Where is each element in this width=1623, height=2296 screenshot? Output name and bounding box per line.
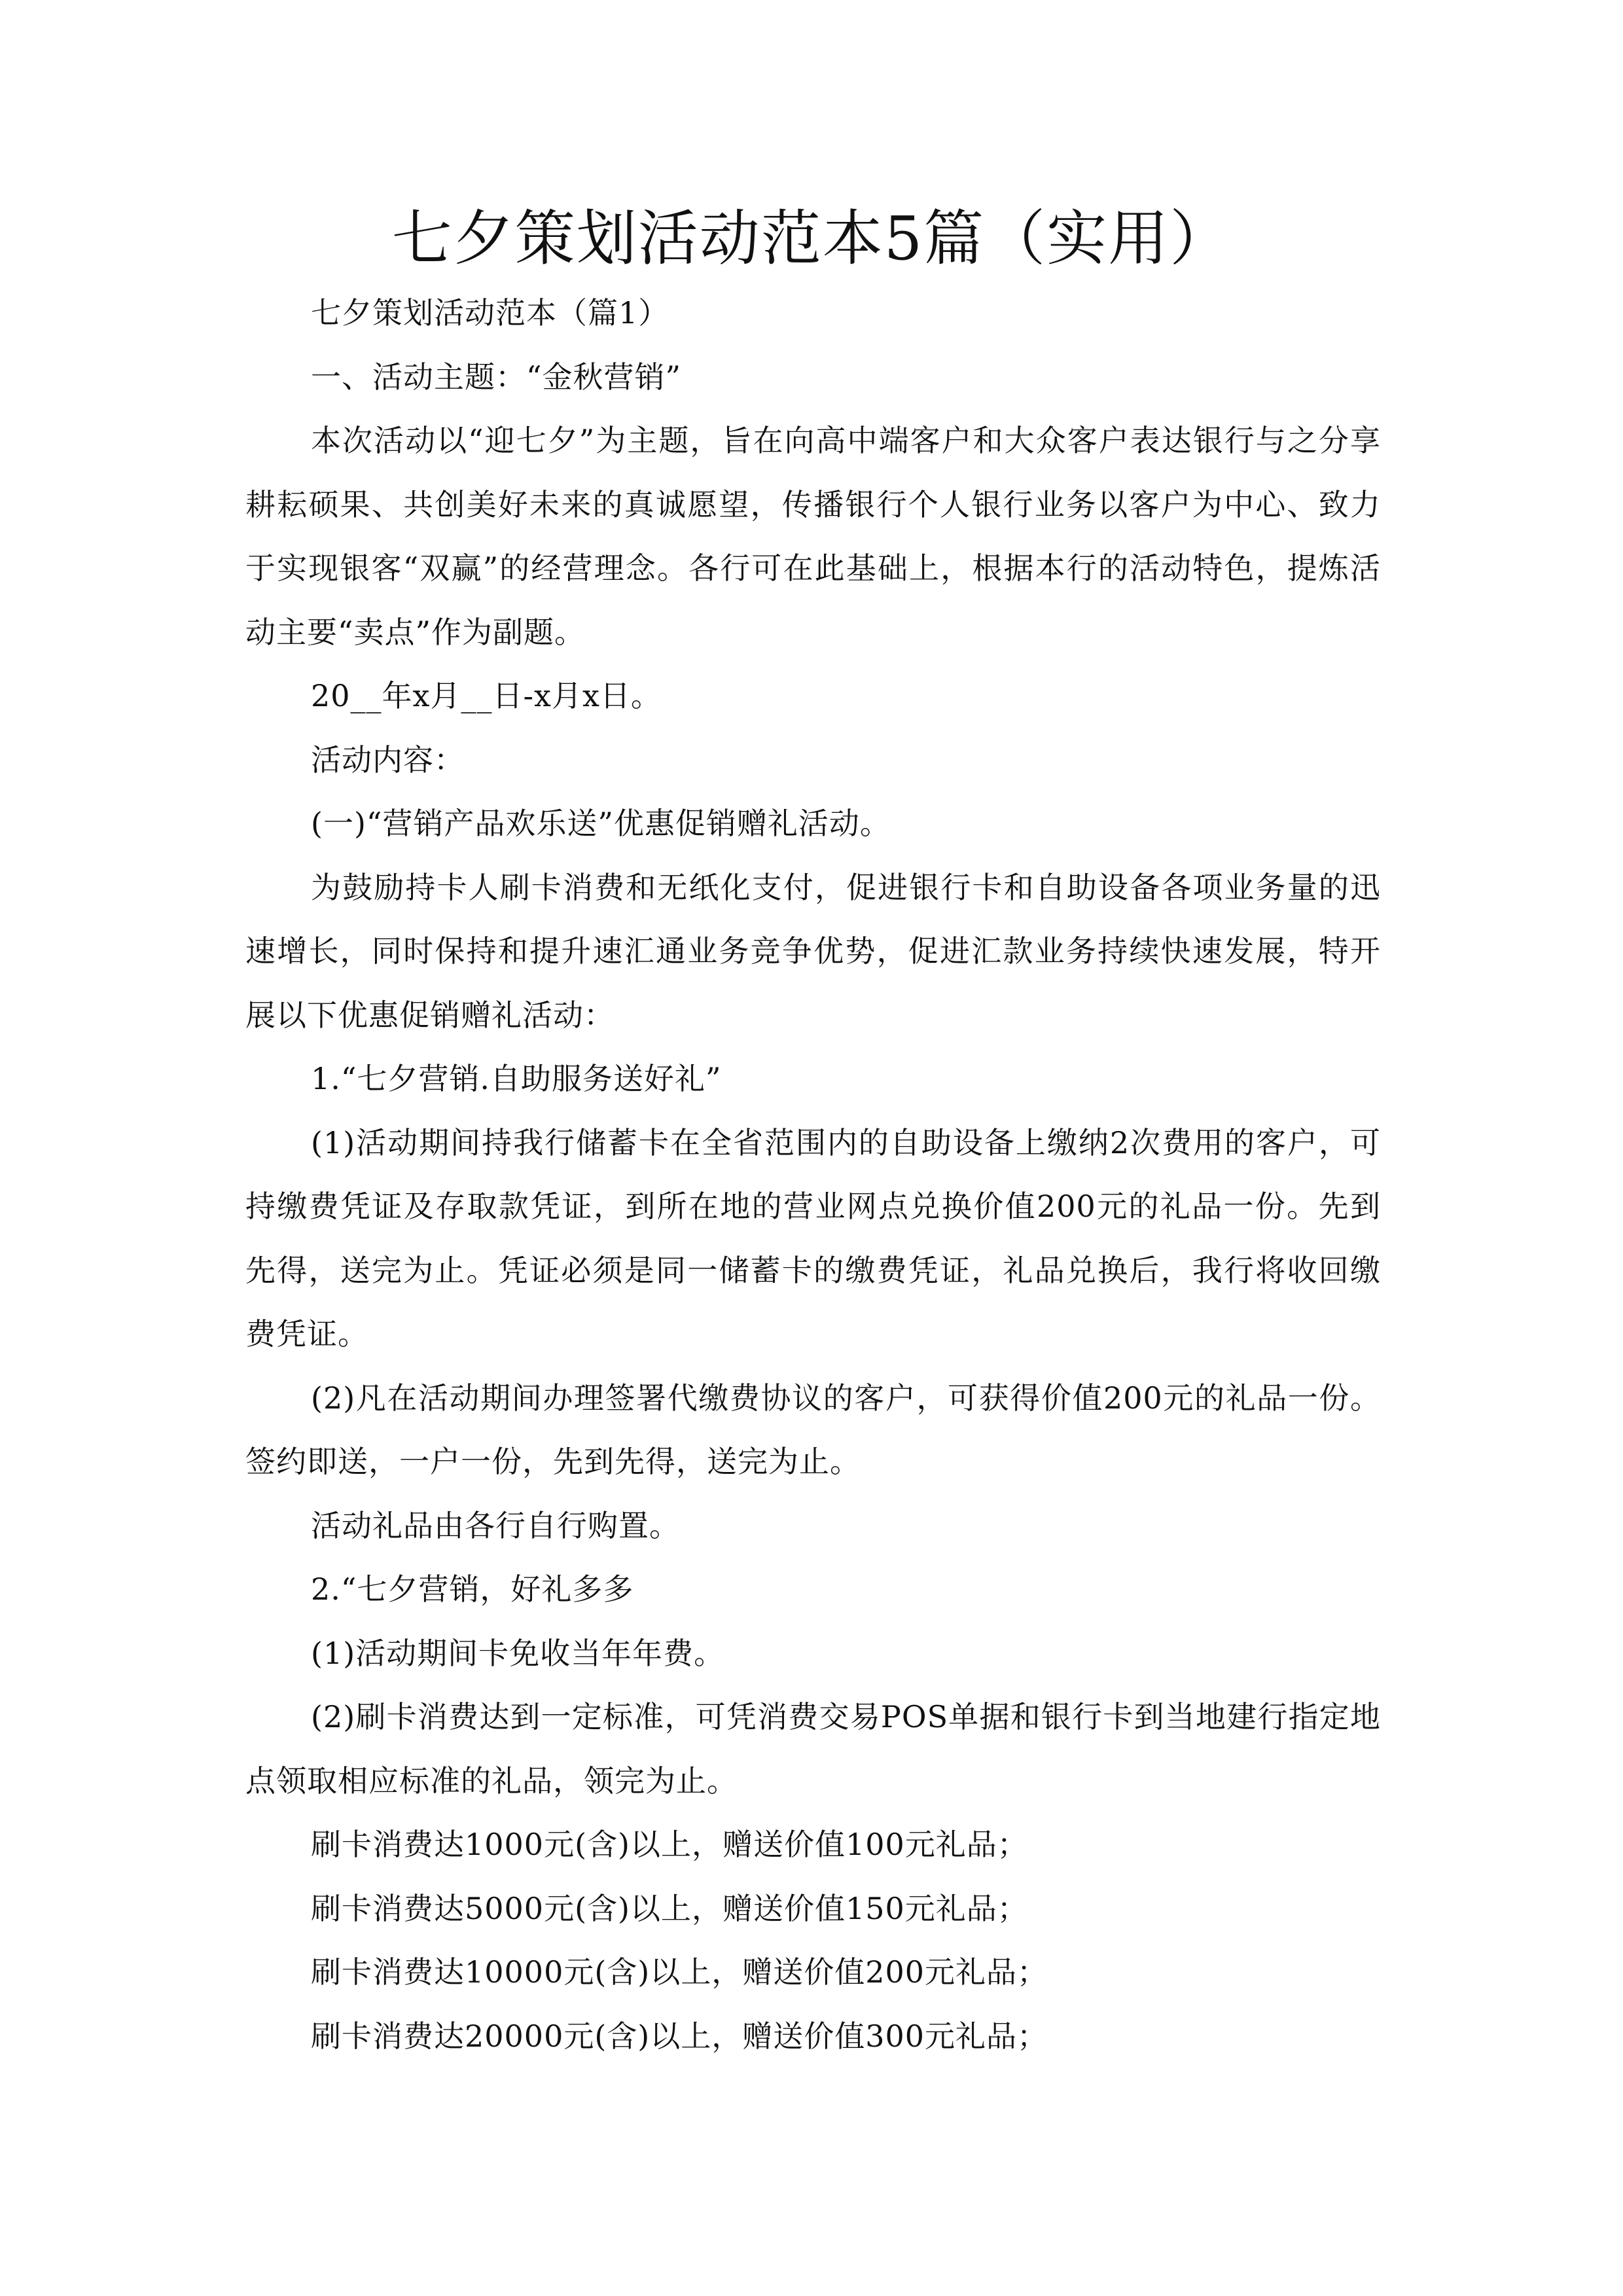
paragraph-tier-1000: 刷卡消费达1000元(含)以上，赠送价值100元礼品； — [311, 1827, 1028, 1862]
paragraph-promo-heading: (一)“营销产品欢乐送”优惠促销赠礼活动。 — [311, 806, 891, 841]
paragraph-activity-intro: 本次活动以“迎七夕”为主题，旨在向高中端客户和大众客户表达银行与之分享耕耘硕果、共创美好未来的真诚愿望，传播银行个人银行业务以客户为中心、致力于实现银客“双赢”的经营理念。各行可在此基础上，根据本行的活动特色，提炼活动主要“卖点”作为副题。 — [245, 423, 1381, 650]
paragraph-item-2-rule-2: (2)刷卡消费达到一定标准，可凭消费交易POS单据和银行卡到当地建行指定地点领取相应标准的礼品，领完为止。 — [245, 1699, 1381, 1799]
paragraph-promo-intro: 为鼓励持卡人刷卡消费和无纸化支付，促进银行卡和自助设备各项业务量的迅速增长，同时保持和提升速汇通业务竞争优势，促进汇款业务持续快速发展，特开展以下优惠促销赠礼活动： — [245, 869, 1381, 1033]
paragraph-activity-date: 20__年x月__日-x月x日。 — [311, 678, 662, 713]
paragraph-activity-theme: 一、活动主题：“金秋营销” — [311, 359, 682, 395]
document-title: 七夕策划活动范本5篇（实用） — [391, 204, 1232, 274]
paragraph-tier-5000: 刷卡消费达5000元(含)以上，赠送价值150元礼品； — [311, 1890, 1028, 1926]
paragraph-item-1-rule-2: (2)凡在活动期间办理签署代缴费协议的客户，可获得价值200元的礼品一份。签约即送，一户一份，先到先得，送完为止。 — [245, 1380, 1381, 1479]
document-body — [245, 281, 1381, 2068]
paragraph-tier-10000: 刷卡消费达10000元(含)以上，赠送价值200元礼品； — [311, 1954, 1048, 1990]
paragraph-item-1-rule-1: (1)活动期间持我行储蓄卡在全省范围内的自助设备上缴纳2次费用的客户，可持缴费凭证及存取款凭证，到所在地的营业网点兑换价值200元的礼品一份。先到先得，送完为止。凭证必须是同一储蓄卡的缴费凭证，礼品兑换后，我行将收回缴费凭证。 — [245, 1124, 1381, 1352]
paragraph-gift-purchase: 活动礼品由各行自行购置。 — [311, 1507, 680, 1543]
paragraph-item-2-rule-1: (1)活动期间卡免收当年年费。 — [311, 1635, 725, 1671]
paragraph-item-1-heading: 1.“七夕营销.自助服务送好礼” — [311, 1061, 722, 1096]
paragraph-section-heading: 七夕策划活动范本（篇1） — [311, 295, 669, 331]
paragraph-content-heading: 活动内容： — [311, 742, 465, 778]
paragraph-tier-20000: 刷卡消费达20000元(含)以上，赠送价值300元礼品； — [311, 2018, 1048, 2054]
paragraph-item-2-heading: 2.“七夕营销，好礼多多 — [311, 1571, 634, 1607]
